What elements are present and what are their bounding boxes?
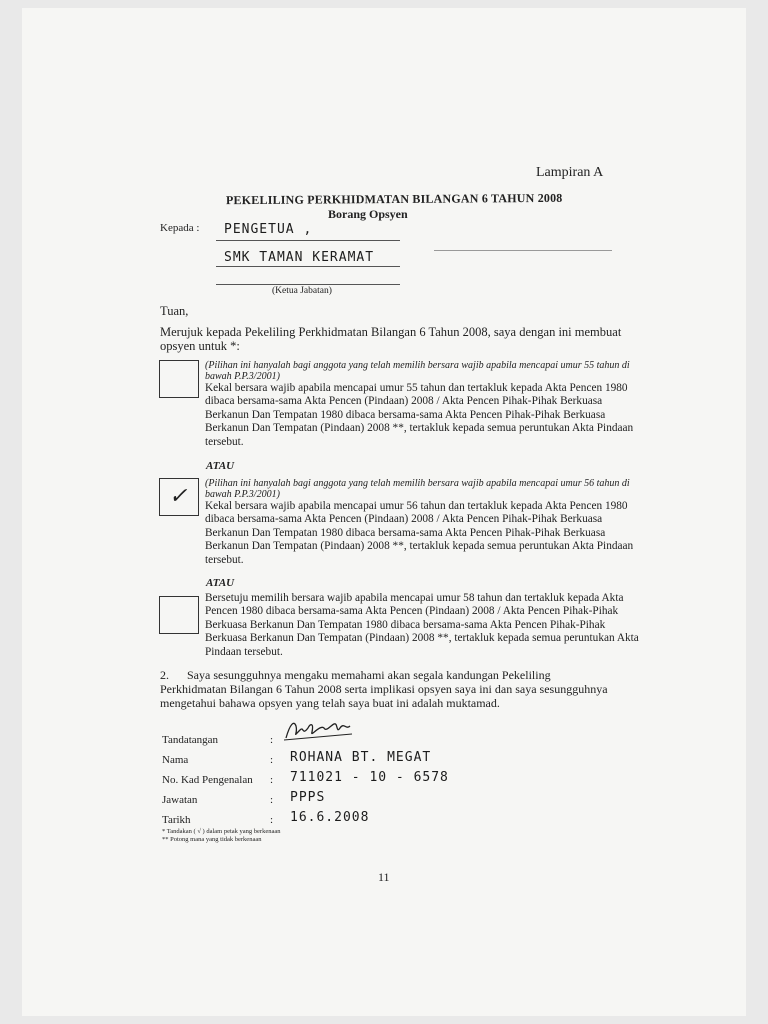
- option-2-block: [205, 478, 634, 567]
- option-3-text-1: Bersetuju memilih bersara wajib apabila mencapai umur 58 tahun dan tertakluk kepada Akta: [205, 592, 624, 604]
- option-2-text-3: Berkanun Dan Tempatan 1980 dibaca bersama-sama Akta Pencen Pihak-Pihak Berkuasa: [205, 526, 606, 539]
- field-label-signature: Tandatangan: [162, 734, 219, 746]
- option-1-block: [205, 360, 634, 449]
- option-2-note-1: (Pilihan ini hanyalah bagi anggota yang telah memilih bersara wajib apabila mencapai umur 56 tahun di: [205, 478, 630, 489]
- intro-line-2: opsyen untuk *:: [160, 338, 240, 353]
- atau-divider-2: ATAU: [206, 577, 235, 589]
- field-colon-tarikh: :: [270, 814, 274, 826]
- recipient-underline-4: [216, 284, 400, 285]
- option-1-text-2: dibaca bersama-sama Akta Pencen (Pindaan) 2008 / Akta Pencen Pihak-Pihak Berkuasa: [205, 395, 603, 408]
- field-label-jawatan: Jawatan: [162, 794, 198, 806]
- atau-divider-1: ATAU: [206, 460, 235, 472]
- footnote-1: * Tandakan ( √ ) dalam petak yang berkenaan: [162, 828, 281, 835]
- recipient-underline-1: [216, 240, 400, 241]
- option-2-checkmark: ✓: [169, 483, 188, 508]
- option-3-text-3: Berkuasa Berkanun Dan Tempatan 1980 dibaca bersama-sama Akta Pencen Pihak-Pihak: [205, 618, 606, 631]
- field-value-name: ROHANA BT. MEGAT: [290, 750, 432, 765]
- field-colon-ic: :: [270, 774, 274, 786]
- recipient-line2: SMK TAMAN KERAMAT: [224, 250, 375, 265]
- option-1-text-4: Berkanun Dan Tempatan (Pindaan) 2008 **, tertakluk kepada semua peruntukan Akta Pindaan: [205, 422, 634, 435]
- option-1-note-1: (Pilihan ini hanyalah bagi anggota yang telah memilih bersara wajib apabila mencapai umur 55 tahun di: [205, 360, 630, 371]
- recipient-label: Kepada :: [160, 222, 200, 234]
- option-3-text-2: Pencen 1980 dibaca bersama-sama Akta Pencen (Pindaan) 2008 / Akta Pencen Pihak-Pihak: [205, 605, 619, 618]
- signature-mark: [280, 716, 360, 744]
- option-3-text-5: Pindaan tersebut.: [205, 645, 283, 658]
- form-title: PEKELILING PERKHIDMATAN BILANGAN 6 TAHUN 2008: [225, 190, 563, 208]
- lampiran-label: Lampiran A: [536, 165, 604, 180]
- option-1-text-1: Kekal bersara wajib apabila mencapai umur 55 tahun dan tertakluk kepada Akta Pencen 1980: [205, 382, 628, 394]
- field-label-tarikh: Tarikh: [162, 814, 191, 826]
- option-1-checkbox[interactable]: [159, 360, 199, 398]
- document-page: [22, 8, 746, 1016]
- field-colon-name: :: [270, 754, 274, 766]
- field-value-ic: 711021 - 10 - 6578: [290, 770, 449, 785]
- option-1-note-2: bawah P.P.3/2001): [205, 371, 280, 382]
- recipient-underline-2: [216, 266, 400, 267]
- field-label-ic: No. Kad Pengenalan: [162, 774, 253, 786]
- field-value-jawatan: PPPS: [290, 790, 326, 805]
- recipient-underline-3: [434, 250, 612, 251]
- intro-paragraph: [160, 325, 622, 353]
- declaration-line-2: Perkhidmatan Bilangan 6 Tahun 2008 serta implikasi opsyen saya ini dan saya sesungguhnya: [160, 682, 608, 696]
- footnote-2: ** Potong mana yang tidak berkenaan: [162, 836, 262, 843]
- option-2-text-5: tersebut.: [205, 553, 244, 566]
- field-colon-jawatan: :: [270, 794, 274, 806]
- option-2-text-2: dibaca bersama-sama Akta Pencen (Pindaan) 2008 / Akta Pencen Pihak-Pihak Berkuasa: [205, 513, 603, 526]
- declaration-paragraph: [160, 668, 610, 710]
- form-subtitle: Borang Opsyen: [328, 207, 408, 221]
- declaration-line-1: 2. Saya sesungguhnya mengaku memahami akan segala kandungan Pekeliling: [160, 668, 551, 682]
- option-1-text-3: Berkanun Dan Tempatan 1980 dibaca bersama-sama Akta Pencen Pihak-Pihak Berkuasa: [205, 408, 606, 421]
- option-3-block: [205, 592, 639, 659]
- field-colon-signature: :: [270, 734, 274, 746]
- page-number: 11: [378, 870, 390, 884]
- option-2-checkbox[interactable]: [159, 478, 199, 516]
- salutation: Tuan,: [160, 304, 189, 318]
- field-value-tarikh: 16.6.2008: [290, 810, 370, 825]
- option-2-text-4: Berkanun Dan Tempatan (Pindaan) 2008 **, tertakluk kepada semua peruntukan Akta Pindaan: [205, 540, 634, 553]
- option-2-text-1: Kekal bersara wajib apabila mencapai umur 56 tahun dan tertakluk kepada Akta Pencen 1980: [205, 500, 628, 512]
- field-label-name: Nama: [162, 754, 189, 766]
- option-3-checkbox[interactable]: [159, 596, 199, 634]
- declaration-line-3: mengetahui bahawa opsyen yang telah saya buat ini adalah muktamad.: [160, 696, 500, 710]
- option-3-text-4: Berkuasa Berkanun Dan Tempatan (Pindaan) 2008 **, tertakluk kepada semua peruntukan Akta: [205, 632, 639, 645]
- recipient-line1: PENGETUA ,: [224, 222, 313, 237]
- recipient-caption: (Ketua Jabatan): [272, 286, 332, 296]
- option-1-text-5: tersebut.: [205, 435, 244, 448]
- intro-line-1: Merujuk kepada Pekeliling Perkhidmatan Bilangan 6 Tahun 2008, saya dengan ini membuat: [160, 325, 622, 339]
- option-2-note-2: bawah P.P.3/2001): [205, 489, 280, 500]
